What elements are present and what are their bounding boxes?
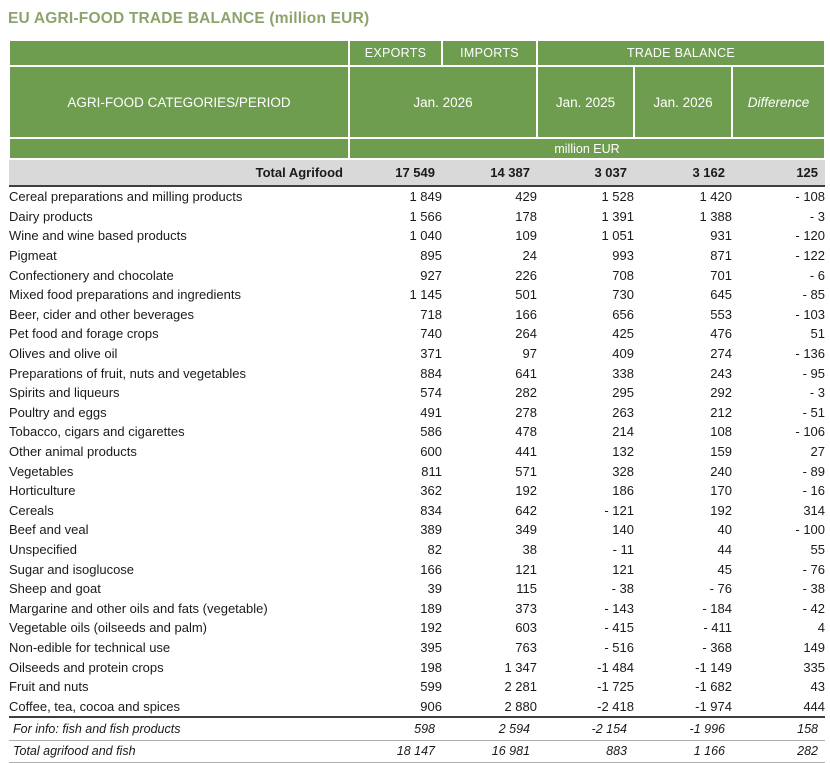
value-cell: 574 bbox=[420, 385, 442, 401]
value-cell: 1 849 bbox=[409, 189, 442, 205]
table-row bbox=[9, 540, 825, 560]
value-cell: 927 bbox=[420, 267, 442, 283]
header-row-periods bbox=[9, 66, 825, 138]
value-cell: 701 bbox=[710, 267, 732, 283]
value-cell: -1 682 bbox=[695, 679, 732, 695]
table-row bbox=[9, 520, 825, 540]
value-cell: 335 bbox=[803, 659, 826, 675]
value-cell: 395 bbox=[420, 639, 442, 655]
table-row bbox=[9, 305, 825, 325]
category-label: Margarine and other oils and fats (vegetable) bbox=[9, 600, 268, 616]
value-cell: - 3 bbox=[809, 385, 826, 401]
category-label: Spirits and liqueurs bbox=[9, 385, 120, 401]
value-cell: 389 bbox=[420, 522, 442, 538]
value-cell: 884 bbox=[420, 365, 442, 381]
header-exports: EXPORTS bbox=[349, 40, 442, 66]
value-cell: 166 bbox=[420, 561, 442, 577]
value-cell: - 11 bbox=[612, 541, 634, 557]
table-row bbox=[9, 186, 825, 207]
value-cell: 192 bbox=[710, 502, 732, 518]
value-cell: 1 420 bbox=[699, 189, 732, 205]
value-cell: 214 bbox=[612, 424, 634, 440]
value-cell: 192 bbox=[420, 620, 442, 636]
value-cell: 170 bbox=[710, 483, 732, 499]
value-cell: 740 bbox=[420, 326, 442, 342]
header-exports-imports-period: Jan. 2026 bbox=[349, 66, 537, 138]
table-row bbox=[9, 696, 825, 717]
value-cell: 82 bbox=[427, 541, 442, 557]
value-cell: 264 bbox=[515, 326, 537, 342]
value-cell: 478 bbox=[515, 424, 537, 440]
value-cell: 178 bbox=[515, 208, 537, 224]
value-cell: - 108 bbox=[795, 189, 826, 205]
category-label: Beer, cider and other beverages bbox=[9, 306, 195, 322]
value-cell: 2 281 bbox=[504, 679, 537, 695]
value-cell: 45 bbox=[717, 561, 732, 577]
header-trade-balance: TRADE BALANCE bbox=[537, 40, 825, 66]
value-cell: 1 566 bbox=[409, 208, 442, 224]
value-cell: 338 bbox=[612, 365, 634, 381]
value-cell: - 89 bbox=[802, 463, 826, 479]
value-cell: -2 418 bbox=[597, 698, 634, 714]
total-label: Total Agrifood bbox=[9, 159, 349, 186]
value-cell: - 16 bbox=[802, 483, 826, 499]
value-cell: 43 bbox=[810, 679, 826, 695]
category-label: Olives and olive oil bbox=[9, 346, 118, 362]
value-cell: 55 bbox=[810, 541, 826, 557]
total-balance-2025-value: 3 037 bbox=[537, 159, 634, 186]
value-cell: 51 bbox=[810, 326, 826, 342]
value-cell: 97 bbox=[522, 346, 537, 362]
value-cell: 274 bbox=[710, 346, 732, 362]
category-label: Vegetables bbox=[9, 463, 74, 479]
value-cell: 883 bbox=[537, 740, 634, 763]
value-cell: 1 145 bbox=[409, 287, 442, 303]
data-rows bbox=[9, 186, 825, 717]
value-cell: 198 bbox=[420, 659, 442, 675]
value-cell: 2 880 bbox=[504, 698, 537, 714]
value-cell: 115 bbox=[516, 581, 537, 597]
value-cell: -1 149 bbox=[695, 659, 732, 675]
value-cell: 599 bbox=[420, 679, 442, 695]
table-row bbox=[9, 618, 825, 638]
header-imports: IMPORTS bbox=[442, 40, 537, 66]
table-row bbox=[9, 383, 825, 403]
value-cell: 186 bbox=[612, 483, 634, 499]
table-row bbox=[9, 226, 825, 246]
value-cell: 895 bbox=[420, 248, 442, 264]
header-category-column: AGRI-FOOD CATEGORIES/PERIOD bbox=[9, 66, 349, 138]
value-cell: 441 bbox=[515, 444, 537, 460]
value-cell: 24 bbox=[522, 248, 537, 264]
table-row bbox=[9, 657, 825, 677]
value-cell: 906 bbox=[420, 698, 442, 714]
value-cell: 373 bbox=[515, 600, 537, 616]
table-row bbox=[9, 579, 825, 599]
value-cell: - 51 bbox=[802, 404, 826, 420]
total-exports-value: 17 549 bbox=[349, 159, 442, 186]
value-cell: 38 bbox=[522, 541, 537, 557]
value-cell: 132 bbox=[612, 444, 634, 460]
value-cell: - 6 bbox=[809, 267, 826, 283]
table-row bbox=[9, 363, 825, 383]
value-cell: - 411 bbox=[703, 620, 732, 636]
total-imports-value: 14 387 bbox=[442, 159, 537, 186]
category-label: Total agrifood and fish bbox=[9, 740, 349, 763]
value-cell: 243 bbox=[710, 365, 732, 381]
value-cell: 1 051 bbox=[601, 228, 634, 244]
table-row bbox=[9, 461, 825, 481]
value-cell: 212 bbox=[710, 404, 732, 420]
value-cell: 409 bbox=[612, 346, 634, 362]
value-cell: 1 347 bbox=[504, 659, 537, 675]
value-cell: 1 528 bbox=[601, 189, 634, 205]
category-label: Oilseeds and protein crops bbox=[9, 659, 164, 675]
value-cell: 586 bbox=[420, 424, 442, 440]
category-label: Vegetable oils (oilseeds and palm) bbox=[9, 620, 208, 636]
value-cell: 371 bbox=[420, 346, 442, 362]
value-cell: 2 594 bbox=[442, 717, 537, 740]
header-unit: million EUR bbox=[349, 138, 825, 159]
value-cell: 501 bbox=[515, 287, 537, 303]
value-cell: - 122 bbox=[795, 248, 826, 264]
value-cell: 282 bbox=[515, 385, 537, 401]
value-cell: 40 bbox=[717, 522, 732, 538]
value-cell: 16 981 bbox=[442, 740, 537, 763]
table-row bbox=[9, 559, 825, 579]
page-title: EU AGRI-FOOD TRADE BALANCE (million EUR) bbox=[8, 10, 370, 27]
value-cell: 4 bbox=[817, 620, 826, 636]
value-cell: - 100 bbox=[795, 522, 826, 538]
value-cell: 571 bbox=[515, 463, 537, 479]
value-cell: - 136 bbox=[795, 346, 826, 362]
value-cell: 159 bbox=[710, 444, 732, 460]
value-cell: -2 154 bbox=[537, 717, 634, 740]
category-label: Other animal products bbox=[9, 444, 137, 460]
value-cell: 140 bbox=[612, 522, 634, 538]
category-label: Non-edible for technical use bbox=[9, 639, 171, 655]
value-cell: 166 bbox=[515, 306, 537, 322]
value-cell: -1 725 bbox=[597, 679, 634, 695]
value-cell: 109 bbox=[515, 228, 537, 244]
category-label: Poultry and eggs bbox=[9, 404, 107, 420]
total-agrifood-and-fish-row bbox=[9, 740, 825, 763]
value-cell: - 143 bbox=[604, 600, 634, 616]
trade-balance-table bbox=[8, 39, 826, 763]
category-label: Coffee, tea, cocoa and spices bbox=[9, 698, 181, 714]
value-cell: 149 bbox=[803, 639, 826, 655]
table-row bbox=[9, 403, 825, 423]
category-label: Unspecified bbox=[9, 541, 77, 557]
header-row-unit bbox=[9, 138, 825, 159]
total-section bbox=[9, 159, 825, 186]
value-cell: 730 bbox=[612, 287, 634, 303]
fish-info-row bbox=[9, 717, 825, 740]
value-cell: 263 bbox=[612, 404, 634, 420]
value-cell: 192 bbox=[515, 483, 537, 499]
value-cell: - 76 bbox=[709, 581, 732, 597]
header-blank-cell bbox=[9, 40, 349, 66]
value-cell: 158 bbox=[732, 717, 825, 740]
category-label: For info: fish and fish products bbox=[9, 717, 349, 740]
table-row bbox=[9, 501, 825, 521]
table-row bbox=[9, 422, 825, 442]
value-cell: 1 166 bbox=[634, 740, 732, 763]
category-label: Pet food and forage crops bbox=[9, 326, 159, 342]
value-cell: -1 996 bbox=[634, 717, 732, 740]
category-label: Fruit and nuts bbox=[9, 679, 89, 695]
category-label: Cereals bbox=[9, 502, 54, 518]
value-cell: 871 bbox=[710, 248, 732, 264]
header-tb-period-2: Jan. 2026 bbox=[634, 66, 732, 138]
category-label: Mixed food preparations and ingredients bbox=[9, 287, 241, 303]
value-cell: - 3 bbox=[809, 208, 826, 224]
value-cell: 491 bbox=[420, 404, 442, 420]
category-label: Confectionery and chocolate bbox=[9, 267, 174, 283]
value-cell: 282 bbox=[732, 740, 825, 763]
table-row bbox=[9, 285, 825, 305]
value-cell: 27 bbox=[810, 444, 826, 460]
table-row bbox=[9, 638, 825, 658]
value-cell: 429 bbox=[515, 189, 537, 205]
value-cell: 121 bbox=[515, 561, 537, 577]
value-cell: 362 bbox=[420, 483, 442, 499]
value-cell: -1 974 bbox=[695, 698, 732, 714]
table-row bbox=[9, 442, 825, 462]
category-label: Cereal preparations and milling products bbox=[9, 189, 243, 205]
table-row bbox=[9, 598, 825, 618]
value-cell: - 38 bbox=[802, 581, 826, 597]
value-cell: 18 147 bbox=[349, 740, 442, 763]
value-cell: 476 bbox=[710, 326, 732, 342]
table-row bbox=[9, 207, 825, 227]
footer-section bbox=[9, 717, 825, 763]
value-cell: - 76 bbox=[802, 561, 826, 577]
value-cell: -1 484 bbox=[597, 659, 634, 675]
value-cell: 39 bbox=[427, 581, 442, 597]
value-cell: - 42 bbox=[802, 600, 826, 616]
value-cell: 834 bbox=[420, 502, 442, 518]
value-cell: - 121 bbox=[604, 502, 634, 518]
category-label: Beef and veal bbox=[9, 522, 89, 538]
value-cell: 763 bbox=[515, 639, 537, 655]
value-cell: 553 bbox=[710, 306, 732, 322]
value-cell: - 516 bbox=[604, 639, 634, 655]
value-cell: 44 bbox=[717, 541, 732, 557]
value-cell: 278 bbox=[515, 404, 537, 420]
value-cell: 718 bbox=[420, 306, 442, 322]
header-row-groups bbox=[9, 40, 825, 66]
value-cell: 314 bbox=[803, 502, 826, 518]
category-label: Preparations of fruit, nuts and vegetables bbox=[9, 365, 247, 381]
category-label: Horticulture bbox=[9, 483, 76, 499]
header-tb-period-1: Jan. 2025 bbox=[537, 66, 634, 138]
value-cell: 641 bbox=[515, 365, 537, 381]
total-balance-2026-value: 3 162 bbox=[634, 159, 732, 186]
value-cell: - 415 bbox=[604, 620, 634, 636]
value-cell: 1 388 bbox=[699, 208, 732, 224]
header-difference: Difference bbox=[732, 66, 825, 138]
value-cell: 931 bbox=[710, 228, 732, 244]
category-label: Dairy products bbox=[9, 208, 93, 224]
value-cell: - 85 bbox=[802, 287, 826, 303]
value-cell: 189 bbox=[420, 600, 442, 616]
total-agrifood-row bbox=[9, 159, 825, 186]
value-cell: 993 bbox=[612, 248, 634, 264]
value-cell: - 106 bbox=[795, 424, 826, 440]
category-label: Sheep and goat bbox=[9, 581, 101, 597]
value-cell: 444 bbox=[803, 698, 826, 714]
table-row bbox=[9, 265, 825, 285]
header-unit-blank-cell bbox=[9, 138, 349, 159]
category-label: Tobacco, cigars and cigarettes bbox=[9, 424, 185, 440]
table-row bbox=[9, 324, 825, 344]
value-cell: 240 bbox=[710, 463, 732, 479]
value-cell: 108 bbox=[710, 424, 732, 440]
table-header bbox=[9, 40, 825, 159]
value-cell: - 368 bbox=[702, 639, 732, 655]
value-cell: 598 bbox=[349, 717, 442, 740]
total-difference-value: 125 bbox=[732, 159, 825, 186]
value-cell: - 95 bbox=[802, 365, 826, 381]
category-label: Sugar and isoglucose bbox=[9, 561, 135, 577]
value-cell: 645 bbox=[710, 287, 732, 303]
value-cell: - 38 bbox=[611, 581, 634, 597]
value-cell: 1 391 bbox=[601, 208, 634, 224]
value-cell: 328 bbox=[612, 463, 634, 479]
value-cell: 1 040 bbox=[409, 228, 442, 244]
value-cell: 708 bbox=[612, 267, 634, 283]
page bbox=[0, 6, 830, 759]
value-cell: - 103 bbox=[795, 306, 826, 322]
value-cell: - 120 bbox=[795, 228, 826, 244]
category-label: Pigmeat bbox=[9, 248, 57, 264]
value-cell: 603 bbox=[515, 620, 537, 636]
value-cell: 349 bbox=[515, 522, 537, 538]
value-cell: - 184 bbox=[702, 600, 732, 616]
value-cell: 295 bbox=[612, 385, 634, 401]
table-row bbox=[9, 677, 825, 697]
category-label: Wine and wine based products bbox=[9, 228, 187, 244]
value-cell: 425 bbox=[612, 326, 634, 342]
value-cell: 656 bbox=[612, 306, 634, 322]
value-cell: 121 bbox=[612, 561, 634, 577]
value-cell: 226 bbox=[515, 267, 537, 283]
value-cell: 600 bbox=[420, 444, 442, 460]
value-cell: 292 bbox=[710, 385, 732, 401]
value-cell: 642 bbox=[515, 502, 537, 518]
value-cell: 811 bbox=[421, 463, 442, 479]
table-row bbox=[9, 246, 825, 266]
table-row bbox=[9, 344, 825, 364]
table-row bbox=[9, 481, 825, 501]
